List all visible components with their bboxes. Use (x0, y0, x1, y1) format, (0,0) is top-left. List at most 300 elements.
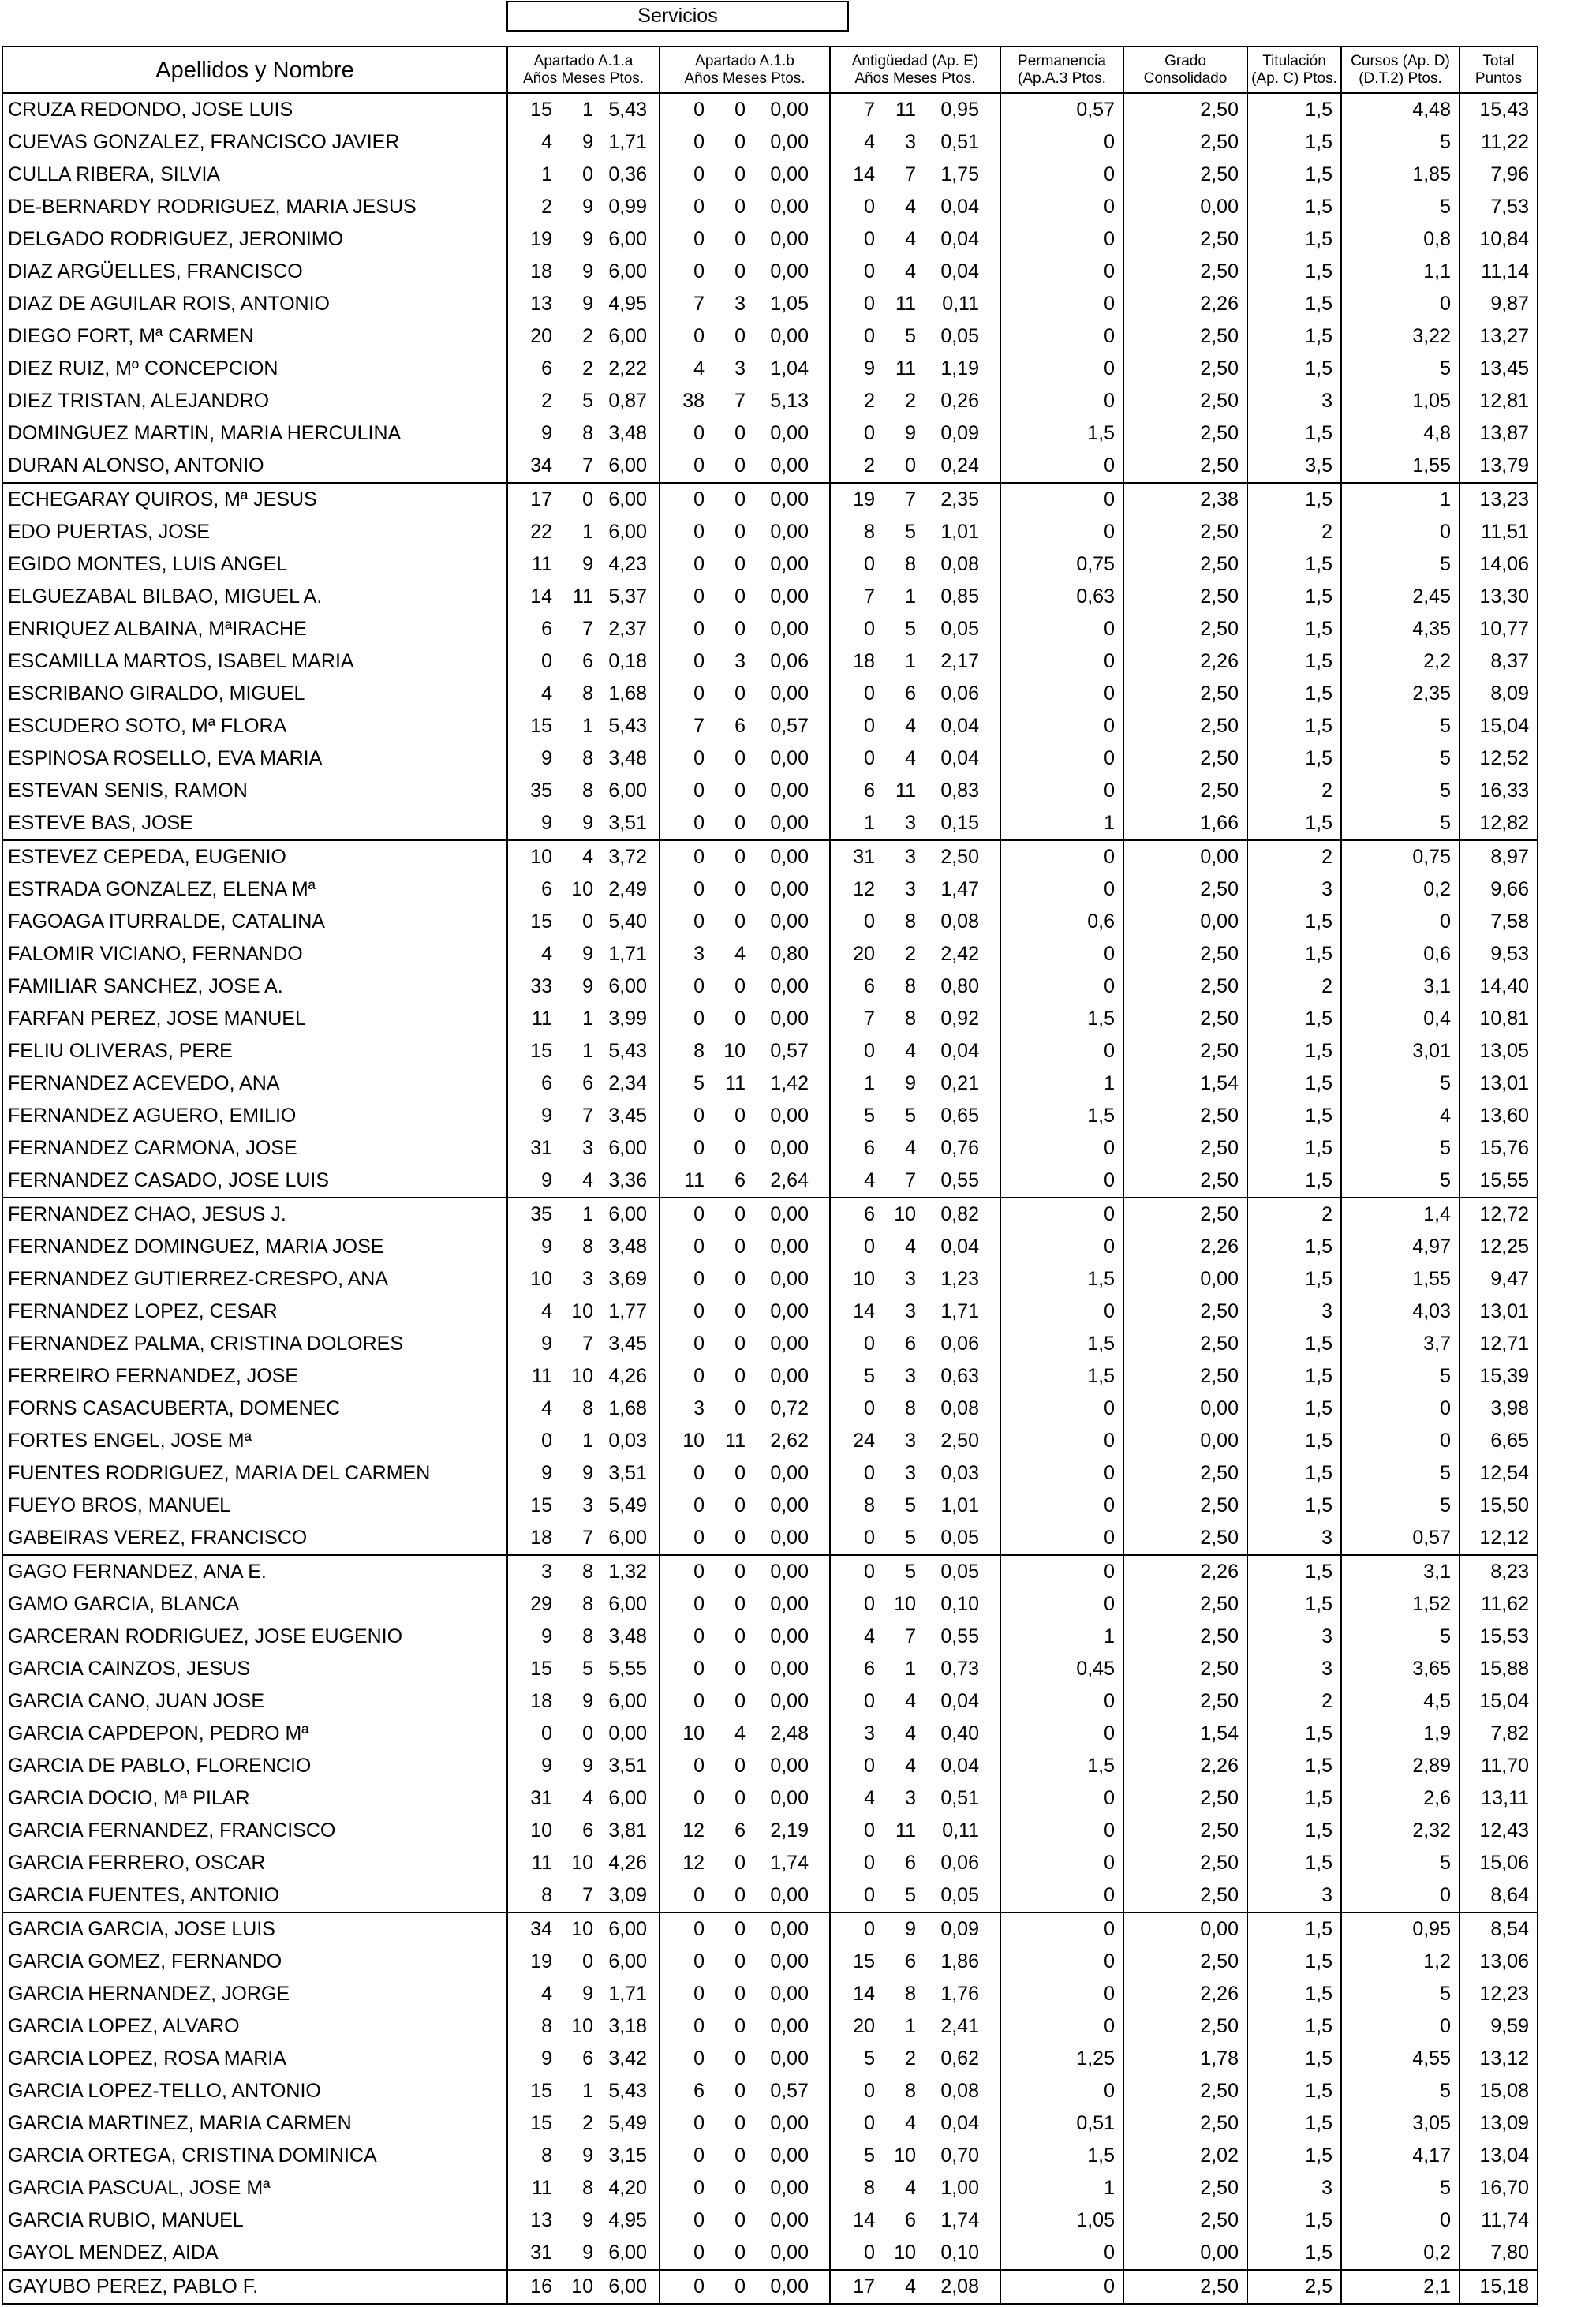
cell-a1a-points: 3,48 (608, 1625, 647, 1647)
cell-a1b (660, 873, 830, 906)
cell-antiguedad-points: 0,04 (940, 1236, 979, 1258)
cell-a1b-years: 0 (693, 846, 705, 868)
cell-a1a (507, 2107, 660, 2140)
cell-a1a-points: 6,00 (608, 1203, 647, 1225)
cell-permanencia: 0 (1000, 678, 1123, 710)
cell-permanencia: 0 (1000, 126, 1123, 159)
cell-antiguedad-months: 11 (895, 99, 916, 121)
cell-a1b (660, 807, 830, 840)
cell-antiguedad-points: 0,55 (940, 1625, 979, 1647)
cell-cursos: 1,2 (1341, 1946, 1460, 1978)
cell-antiguedad (830, 483, 1000, 516)
cell-titulacion: 1,5 (1247, 288, 1341, 320)
cell-a1a-months: 1 (582, 1430, 593, 1452)
cell-titulacion: 1,5 (1247, 1782, 1341, 1815)
cell-antiguedad-years: 15 (853, 1950, 875, 1972)
cell-a1b-years: 0 (693, 747, 705, 769)
cell-antiguedad (830, 873, 1000, 906)
cell-a1a-months: 0 (582, 163, 593, 185)
cell-name: ESCRIBANO GIRALDO, MIGUEL (2, 678, 507, 710)
cell-a1a-points: 6,00 (608, 325, 647, 347)
cell-a1b-months: 0 (734, 1494, 746, 1516)
cell-a1a-years: 18 (530, 260, 552, 282)
cell-antiguedad-years: 7 (864, 585, 875, 608)
cell-antiguedad-points: 0,83 (940, 780, 979, 802)
cell-a1b-years: 0 (693, 325, 705, 347)
cell-a1a-months: 10 (571, 878, 593, 900)
cell-a1a (507, 2010, 660, 2043)
cell-grado: 2,50 (1123, 1003, 1247, 1035)
cell-a1b-months: 0 (734, 1852, 746, 1874)
cell-a1b-points: 0,00 (770, 780, 809, 802)
cell-antiguedad-years: 2 (864, 390, 875, 412)
cell-total: 15,76 (1460, 1132, 1538, 1165)
cell-antiguedad-points: 0,04 (940, 196, 979, 218)
cell-antiguedad (830, 613, 1000, 645)
cell-a1a-points: 5,43 (608, 99, 647, 121)
cell-antiguedad-points: 1,47 (940, 878, 979, 900)
cell-a1a (507, 1425, 660, 1457)
cell-a1b-months: 0 (734, 2177, 746, 2199)
cell-cursos: 0,75 (1341, 840, 1460, 873)
cell-a1b-months: 0 (734, 521, 746, 543)
cell-name: GARCIA GARCIA, JOSE LUIS (2, 1913, 507, 1946)
cell-antiguedad-years: 0 (864, 1852, 875, 1874)
cell-total: 16,70 (1460, 2172, 1538, 2204)
cell-permanencia: 0 (1000, 288, 1123, 320)
cell-total: 13,01 (1460, 1296, 1538, 1328)
cell-a1a-years: 19 (530, 228, 552, 250)
cell-titulacion: 3 (1247, 873, 1341, 906)
cell-a1b-points: 0,00 (770, 228, 809, 250)
cell-total: 13,05 (1460, 1035, 1538, 1068)
cell-antiguedad-points: 1,01 (940, 521, 979, 543)
cell-name: FERNANDEZ DOMINGUEZ, MARIA JOSE (2, 1231, 507, 1263)
cell-permanencia: 1 (1000, 1621, 1123, 1653)
cell-name: ELGUEZABAL BILBAO, MIGUEL A. (2, 581, 507, 613)
cell-cursos: 4,97 (1341, 1231, 1460, 1263)
cell-a1a-years: 10 (530, 846, 552, 868)
cell-cursos: 1,9 (1341, 1718, 1460, 1750)
cell-antiguedad-points: 2,08 (940, 2275, 979, 2298)
cell-a1a-points: 3,45 (608, 1333, 647, 1355)
cell-a1a-years: 9 (541, 1755, 552, 1777)
cell-a1b-months: 11 (725, 1430, 746, 1452)
cell-antiguedad (830, 516, 1000, 548)
cell-name: FUEYO BROS, MANUEL (2, 1490, 507, 1522)
cell-name: FERNANDEZ CASADO, JOSE LUIS (2, 1165, 507, 1198)
cell-a1b-years: 0 (693, 1884, 705, 1906)
cell-antiguedad-points: 0,10 (940, 2242, 979, 2264)
table-row (2, 1879, 1595, 1913)
cell-a1a (507, 1879, 660, 1913)
cell-name: DIEGO FORT, Mª CARMEN (2, 320, 507, 353)
cell-a1b (660, 483, 830, 516)
cell-titulacion: 1,5 (1247, 1946, 1341, 1978)
cell-antiguedad-points: 0,26 (940, 390, 979, 412)
cell-a1a (507, 1978, 660, 2010)
cell-titulacion: 1,5 (1247, 1750, 1341, 1782)
cell-a1a-years: 31 (530, 1137, 552, 1159)
cell-a1a-months: 5 (582, 1658, 593, 1680)
cell-a1a-months: 3 (582, 1137, 593, 1159)
cell-antiguedad-points: 1,23 (940, 1268, 979, 1290)
cell-a1b-years: 0 (693, 1625, 705, 1647)
cell-a1b (660, 2043, 830, 2075)
cell-titulacion: 2 (1247, 970, 1341, 1003)
cell-a1b-years: 0 (693, 780, 705, 802)
table-row (2, 1198, 1595, 1231)
cell-a1a-points: 3,51 (608, 1462, 647, 1484)
cell-name: FORTES ENGEL, JOSE Mª (2, 1425, 507, 1457)
cell-a1a-years: 15 (530, 1658, 552, 1680)
cell-name: DELGADO RODRIGUEZ, JERONIMO (2, 223, 507, 256)
cell-antiguedad (830, 159, 1000, 191)
cell-antiguedad (830, 2107, 1000, 2140)
cell-a1b-years: 7 (693, 293, 705, 315)
cell-antiguedad (830, 1621, 1000, 1653)
cell-a1a-points: 5,55 (608, 1658, 647, 1680)
cell-name: GARCIA PASCUAL, JOSE Mª (2, 2172, 507, 2204)
cell-a1a (507, 1231, 660, 1263)
cell-a1a (507, 1296, 660, 1328)
table-row (2, 873, 1595, 906)
cell-antiguedad-months: 3 (905, 1462, 916, 1484)
table-row (2, 840, 1595, 873)
cell-a1b (660, 2107, 830, 2140)
cell-a1a (507, 191, 660, 223)
cell-a1b (660, 2172, 830, 2204)
cell-a1a-years: 31 (530, 2242, 552, 2264)
table-row (2, 1263, 1595, 1296)
cell-name: FERNANDEZ LOPEZ, CESAR (2, 1296, 507, 1328)
cell-antiguedad-points: 0,06 (940, 1333, 979, 1355)
cell-total: 16,33 (1460, 775, 1538, 807)
cell-titulacion: 1,5 (1247, 1847, 1341, 1879)
cell-cursos: 5 (1341, 710, 1460, 742)
cell-a1b-years: 0 (693, 260, 705, 282)
cell-titulacion: 1,5 (1247, 1035, 1341, 1068)
cell-antiguedad-years: 5 (864, 2144, 875, 2167)
cell-grado: 0,00 (1123, 840, 1247, 873)
cell-a1b-years: 0 (693, 618, 705, 640)
cell-antiguedad-months: 7 (905, 163, 916, 185)
cell-total: 15,53 (1460, 1621, 1538, 1653)
cell-a1b-points: 0,00 (770, 846, 809, 868)
cell-a1b-years: 0 (693, 422, 705, 444)
cell-a1a-years: 9 (541, 1462, 552, 1484)
cell-antiguedad-years: 24 (853, 1430, 875, 1452)
cell-a1b-months: 11 (725, 1072, 746, 1094)
cell-permanencia: 0 (1000, 970, 1123, 1003)
cell-a1b-months: 4 (734, 1722, 746, 1744)
cell-name: DOMINGUEZ MARTIN, MARIA HERCULINA (2, 417, 507, 450)
cell-permanencia: 0 (1000, 450, 1123, 483)
table-row (2, 710, 1595, 742)
cell-antiguedad (830, 1653, 1000, 1685)
cell-a1a-months: 8 (582, 780, 593, 802)
cell-a1b-years: 0 (693, 2209, 705, 2231)
cell-permanencia: 0 (1000, 2010, 1123, 2043)
cell-antiguedad (830, 1132, 1000, 1165)
cell-total: 8,97 (1460, 840, 1538, 873)
cell-antiguedad (830, 191, 1000, 223)
cell-titulacion: 1,5 (1247, 2010, 1341, 2043)
cell-a1b-points: 1,04 (770, 357, 809, 380)
cell-antiguedad-years: 7 (864, 1008, 875, 1030)
cell-cursos: 0 (1341, 1393, 1460, 1425)
cell-antiguedad-years: 20 (853, 2015, 875, 2037)
cell-a1b-points: 0,00 (770, 1658, 809, 1680)
cell-titulacion: 1,5 (1247, 2204, 1341, 2237)
cell-titulacion: 1,5 (1247, 126, 1341, 159)
cell-permanencia: 0 (1000, 353, 1123, 385)
cell-antiguedad-years: 0 (864, 325, 875, 347)
cell-permanencia: 0 (1000, 1588, 1123, 1621)
cell-titulacion: 1,5 (1247, 1588, 1341, 1621)
cell-total: 12,54 (1460, 1457, 1538, 1490)
cell-a1a-points: 3,45 (608, 1105, 647, 1127)
cell-a1b-years: 0 (693, 1494, 705, 1516)
cell-a1a-months: 1 (582, 1040, 593, 1062)
table-row (2, 1100, 1595, 1132)
cell-antiguedad-points: 0,82 (940, 1203, 979, 1225)
cell-permanencia: 0 (1000, 1132, 1123, 1165)
cell-a1a (507, 1913, 660, 1946)
cell-a1a-years: 33 (530, 975, 552, 997)
cell-a1b-months: 0 (734, 1300, 746, 1322)
cell-antiguedad-years: 14 (853, 1983, 875, 2005)
cell-total: 8,64 (1460, 1879, 1538, 1913)
cell-antiguedad-points: 0,04 (940, 715, 979, 737)
cell-a1b (660, 1035, 830, 1068)
cell-a1a-years: 11 (532, 553, 552, 575)
cell-a1a-months: 9 (582, 293, 593, 315)
cell-antiguedad-points: 2,42 (940, 943, 979, 965)
cell-a1a-years: 10 (530, 1819, 552, 1841)
cell-a1b (660, 2140, 830, 2172)
cell-name: GARCIA DOCIO, Mª PILAR (2, 1782, 507, 1815)
cell-antiguedad-years: 0 (864, 1333, 875, 1355)
cell-a1b (660, 1425, 830, 1457)
cell-a1a-years: 35 (530, 1203, 552, 1225)
cell-antiguedad-points: 0,04 (940, 260, 979, 282)
cell-a1b-years: 0 (693, 1950, 705, 1972)
cell-antiguedad (830, 1198, 1000, 1231)
cell-a1a-months: 10 (571, 1365, 593, 1387)
cell-antiguedad-months: 3 (905, 878, 916, 900)
cell-antiguedad-points: 0,05 (940, 1884, 979, 1906)
cell-a1a (507, 1588, 660, 1621)
cell-antiguedad-points: 2,35 (940, 488, 979, 510)
cell-name: ESTEVAN SENIS, RAMON (2, 775, 507, 807)
cell-total: 12,52 (1460, 742, 1538, 775)
cell-a1a (507, 678, 660, 710)
cell-grado: 2,50 (1123, 385, 1247, 417)
cell-a1b-points: 0,00 (770, 1203, 809, 1225)
cell-a1a-years: 4 (541, 682, 552, 705)
cell-name: DIAZ DE AGUILAR ROIS, ANTONIO (2, 288, 507, 320)
cell-a1b-years: 0 (693, 682, 705, 705)
cell-antiguedad-years: 0 (864, 618, 875, 640)
cell-antiguedad-points: 0,80 (940, 975, 979, 997)
cell-a1a-points: 0,00 (608, 1722, 647, 1744)
cell-a1b-months: 0 (734, 878, 746, 900)
cell-a1b-months: 4 (734, 943, 746, 965)
cell-permanencia: 1 (1000, 2172, 1123, 2204)
cell-a1b-points: 0,00 (770, 2275, 809, 2298)
cell-grado: 2,50 (1123, 2010, 1247, 2043)
cell-grado: 2,50 (1123, 873, 1247, 906)
cell-a1b (660, 548, 830, 581)
cell-total: 12,12 (1460, 1522, 1538, 1555)
cell-a1b-months: 0 (734, 2275, 746, 2298)
cell-cursos: 5 (1341, 742, 1460, 775)
cell-a1b (660, 1231, 830, 1263)
cell-titulacion: 1,5 (1247, 1328, 1341, 1360)
cell-a1a (507, 742, 660, 775)
cell-a1a-points: 4,20 (608, 2177, 647, 2199)
cell-a1b-points: 0,00 (770, 747, 809, 769)
cell-grado: 2,26 (1123, 645, 1247, 678)
cell-cursos: 0,2 (1341, 873, 1460, 906)
cell-a1a-years: 15 (530, 715, 552, 737)
cell-total: 13,11 (1460, 1782, 1538, 1815)
cell-cursos: 1,1 (1341, 256, 1460, 288)
cell-a1b-years: 0 (693, 1561, 705, 1583)
cell-a1a-months: 8 (582, 1561, 593, 1583)
cell-a1a (507, 1100, 660, 1132)
cell-a1a (507, 1621, 660, 1653)
cell-a1a-years: 9 (541, 812, 552, 834)
cell-a1b-months: 10 (723, 1040, 746, 1062)
cell-grado: 1,54 (1123, 1718, 1247, 1750)
cell-antiguedad-years: 8 (864, 1494, 875, 1516)
cell-a1b-points: 2,64 (770, 1169, 809, 1191)
cell-antiguedad-points: 0,10 (940, 1593, 979, 1615)
cell-titulacion: 1,5 (1247, 613, 1341, 645)
cell-permanencia: 0 (1000, 1847, 1123, 1879)
table-row (2, 1231, 1595, 1263)
cell-a1a-months: 8 (582, 1236, 593, 1258)
cell-a1a-months: 9 (582, 943, 593, 965)
cell-name: GAGO FERNANDEZ, ANA E. (2, 1555, 507, 1588)
cell-a1a-years: 15 (530, 1040, 552, 1062)
cell-antiguedad (830, 1393, 1000, 1425)
cell-a1a (507, 840, 660, 873)
cell-grado: 2,50 (1123, 93, 1247, 126)
cell-a1a-years: 2 (541, 196, 552, 218)
cell-antiguedad-points: 0,63 (940, 1365, 979, 1387)
cell-a1a-years: 29 (530, 1593, 552, 1615)
cell-antiguedad-points: 1,19 (940, 357, 979, 380)
cell-antiguedad (830, 2010, 1000, 2043)
cell-a1a-points: 3,51 (608, 1755, 647, 1777)
cell-a1a-months: 7 (582, 1105, 593, 1127)
cell-a1b (660, 840, 830, 873)
cell-a1a-years: 14 (530, 585, 552, 608)
cell-cursos: 2,6 (1341, 1782, 1460, 1815)
cell-a1a (507, 2270, 660, 2304)
cell-a1a-months: 10 (571, 2015, 593, 2037)
cell-a1a-points: 6,00 (608, 1787, 647, 1809)
cell-name: GAYUBO PEREZ, PABLO F. (2, 2270, 507, 2304)
cell-antiguedad-years: 0 (864, 1527, 875, 1549)
cell-a1b-months: 0 (734, 1397, 746, 1419)
cell-antiguedad-years: 0 (864, 1918, 875, 1940)
cell-a1b-points: 0,00 (770, 2047, 809, 2070)
cell-name: FERNANDEZ AGUERO, EMILIO (2, 1100, 507, 1132)
cell-permanencia: 1,5 (1000, 1003, 1123, 1035)
cell-antiguedad (830, 1425, 1000, 1457)
cell-a1b (660, 938, 830, 970)
cell-permanencia: 0 (1000, 1879, 1123, 1913)
cell-total: 11,70 (1460, 1750, 1538, 1782)
cell-antiguedad-years: 17 (853, 2275, 875, 2298)
cell-grado: 2,50 (1123, 159, 1247, 191)
cell-a1b-months: 0 (734, 131, 746, 153)
cell-a1a (507, 775, 660, 807)
cell-titulacion: 1,5 (1247, 191, 1341, 223)
cell-titulacion: 1,5 (1247, 2107, 1341, 2140)
cell-antiguedad-months: 3 (905, 1268, 916, 1290)
cell-a1b-points: 0,00 (770, 131, 809, 153)
cell-a1b-points: 5,13 (770, 390, 809, 412)
cell-a1a-points: 6,00 (608, 260, 647, 282)
cell-a1a-points: 0,87 (608, 390, 647, 412)
cell-antiguedad (830, 126, 1000, 159)
cell-total: 13,09 (1460, 2107, 1538, 2140)
cell-a1b-years: 0 (693, 2144, 705, 2167)
cell-a1a-points: 1,32 (608, 1561, 647, 1583)
cell-permanencia: 0 (1000, 256, 1123, 288)
cell-a1b (660, 450, 830, 483)
cell-a1a-months: 11 (573, 585, 593, 608)
cell-antiguedad (830, 2140, 1000, 2172)
cell-permanencia: 1 (1000, 1068, 1123, 1100)
cell-grado: 0,00 (1123, 1425, 1247, 1457)
cell-a1b-years: 0 (693, 163, 705, 185)
cell-antiguedad-points: 1,00 (940, 2177, 979, 2199)
cell-antiguedad (830, 353, 1000, 385)
cell-permanencia: 1,5 (1000, 1328, 1123, 1360)
cell-antiguedad-points: 0,04 (940, 228, 979, 250)
cell-cursos: 5 (1341, 1132, 1460, 1165)
cell-a1b-years: 10 (682, 1722, 705, 1744)
cell-a1a (507, 710, 660, 742)
cell-total: 13,23 (1460, 483, 1538, 516)
cell-cursos: 2,45 (1341, 581, 1460, 613)
cell-a1a (507, 873, 660, 906)
cell-a1a-months: 9 (582, 1755, 593, 1777)
cell-permanencia: 0 (1000, 2075, 1123, 2107)
cell-antiguedad-months: 8 (905, 553, 916, 575)
cell-a1b (660, 417, 830, 450)
cell-cursos: 0 (1341, 1425, 1460, 1457)
cell-antiguedad-years: 0 (864, 2242, 875, 2264)
cell-grado: 2,50 (1123, 1879, 1247, 1913)
cell-antiguedad-points: 2,17 (940, 650, 979, 672)
cell-a1a-points: 4,95 (608, 293, 647, 315)
cell-cursos: 0 (1341, 2204, 1460, 2237)
cell-antiguedad (830, 2043, 1000, 2075)
cell-titulacion: 1,5 (1247, 1815, 1341, 1847)
scores-table (2, 46, 1596, 2305)
cell-a1a-months: 1 (582, 715, 593, 737)
cell-a1a-points: 0,18 (608, 650, 647, 672)
cell-cursos: 0,57 (1341, 1522, 1460, 1555)
cell-a1b-months: 0 (734, 1008, 746, 1030)
